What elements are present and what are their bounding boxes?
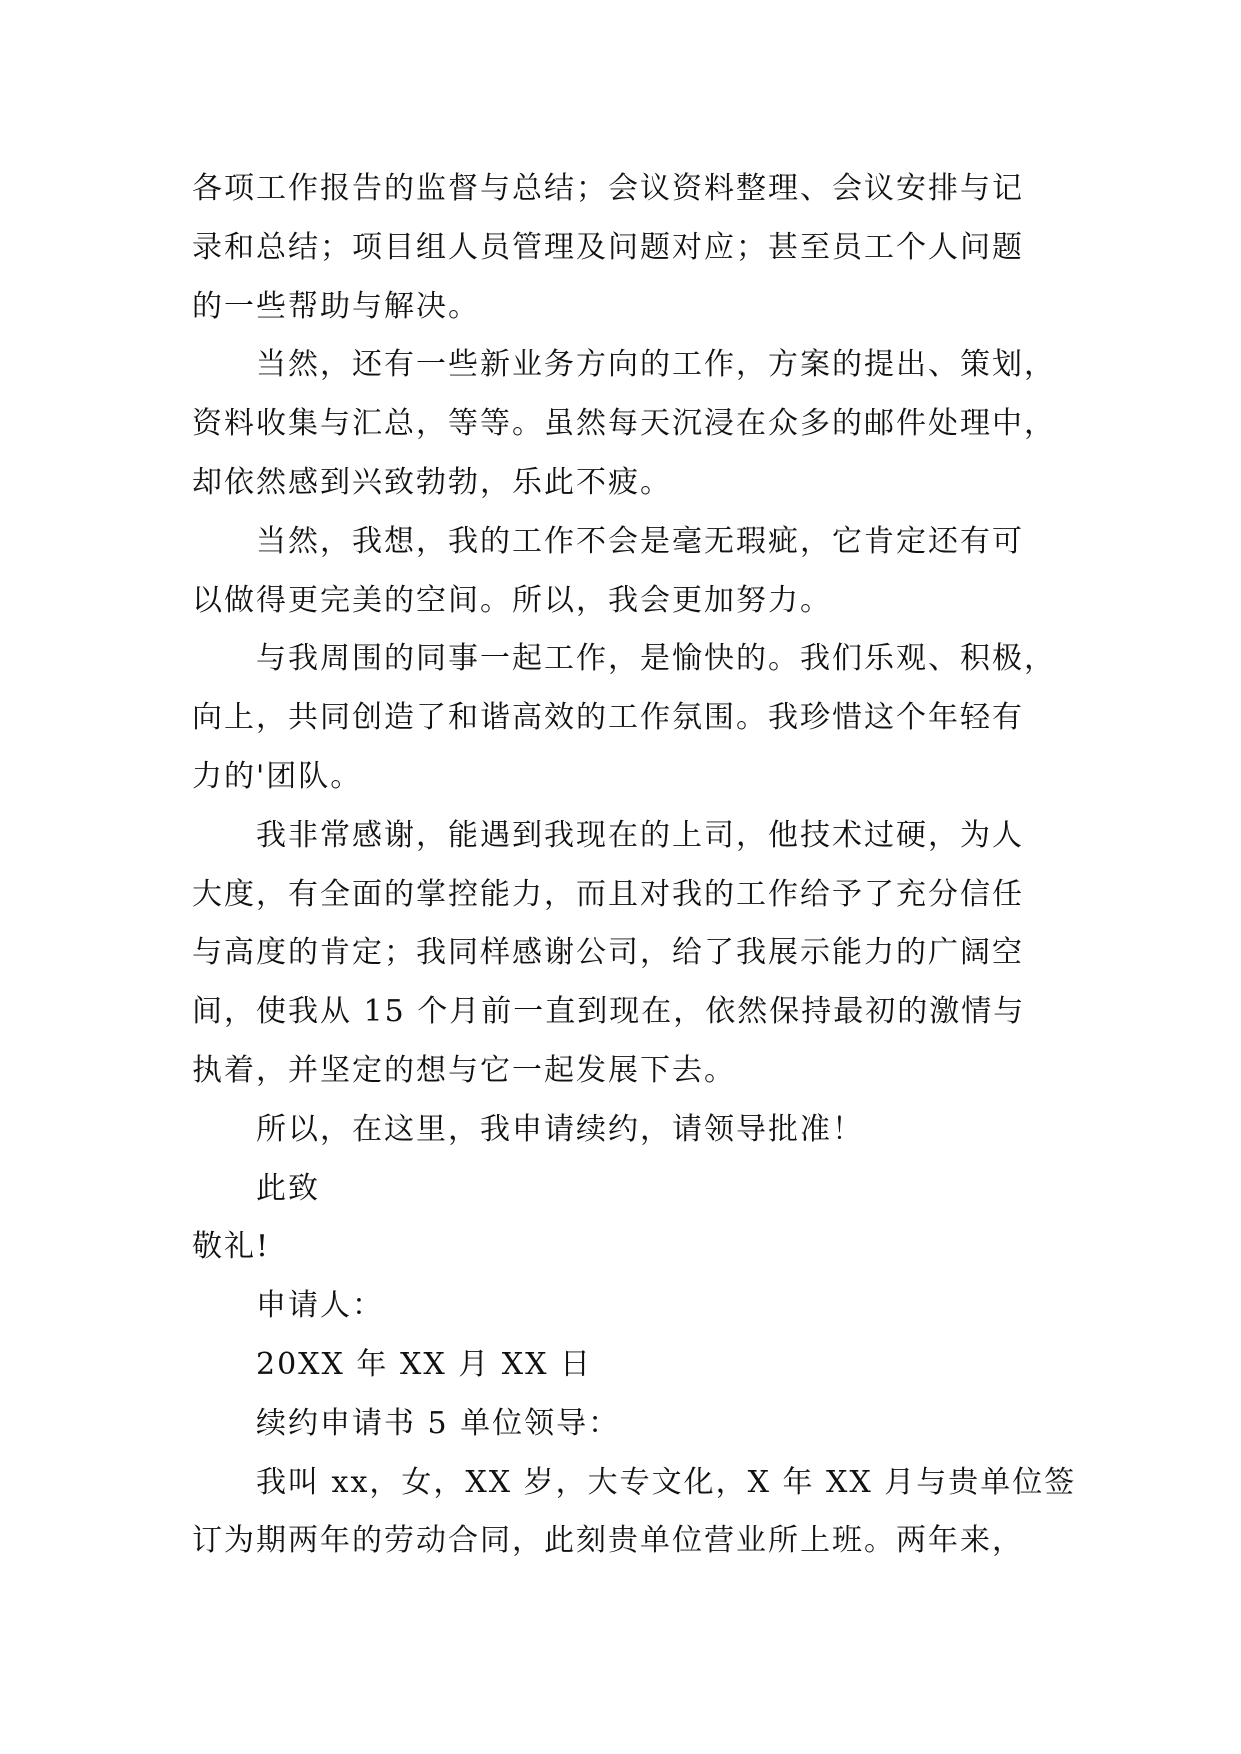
- text-line: 向上，共同创造了和谐高效的工作氛围。我珍惜这个年轻有: [192, 700, 1024, 736]
- text-line: 订为期两年的劳动合同，此刻贵单位营业所上班。两年来，: [192, 1523, 1024, 1559]
- date-line: 20XX 年 XX 月 XX 日: [256, 1346, 592, 1382]
- text-line: 以做得更完美的空间。所以，我会更加努力。: [192, 582, 832, 618]
- applicant-label: 申请人：: [256, 1288, 384, 1324]
- text-line: 当然，还有一些新业务方向的工作，方案的提出、策划，: [256, 347, 1056, 383]
- text-line: 与高度的肯定；我同样感谢公司，给了我展示能力的广阔空: [192, 935, 1024, 971]
- text-line: 力的'团队。: [192, 758, 363, 794]
- closing-regards: 敬礼!: [192, 1229, 271, 1265]
- text-line: 当然，我想，我的工作不会是毫无瑕疵，它肯定还有可: [256, 523, 1024, 559]
- section-heading: 续约申请书 5 单位领导：: [256, 1405, 621, 1441]
- document-body: [192, 160, 1077, 1571]
- text-line: 我叫 xx，女，XX 岁，大专文化，X 年 XX 月与贵单位签: [256, 1464, 1077, 1500]
- text-line: 录和总结；项目组人员管理及问题对应；甚至员工个人问题: [192, 229, 1024, 265]
- text-line: 所以，在这里，我申请续约，请领导批准！: [256, 1111, 864, 1147]
- text-line: 却依然感到兴致勃勃，乐此不疲。: [192, 464, 672, 500]
- text-line: 的一些帮助与解决。: [192, 288, 480, 324]
- text-line: 与我周围的同事一起工作，是愉快的。我们乐观、积极，: [256, 641, 1056, 677]
- text-line: 执着，并坚定的想与它一起发展下去。: [192, 1052, 736, 1088]
- closing-salutation: 此致: [256, 1170, 320, 1206]
- text-line: 资料收集与汇总，等等。虽然每天沉浸在众多的邮件处理中，: [192, 406, 1056, 442]
- text-line: 我非常感谢，能遇到我现在的上司，他技术过硬，为人: [256, 817, 1024, 853]
- text-line: 大度，有全面的掌控能力，而且对我的工作给予了充分信任: [192, 876, 1024, 912]
- text-line: 各项工作报告的监督与总结；会议资料整理、会议安排与记: [192, 171, 1024, 206]
- text-line: 间，使我从 15 个月前一直到现在，依然保持最初的激情与: [192, 994, 1026, 1030]
